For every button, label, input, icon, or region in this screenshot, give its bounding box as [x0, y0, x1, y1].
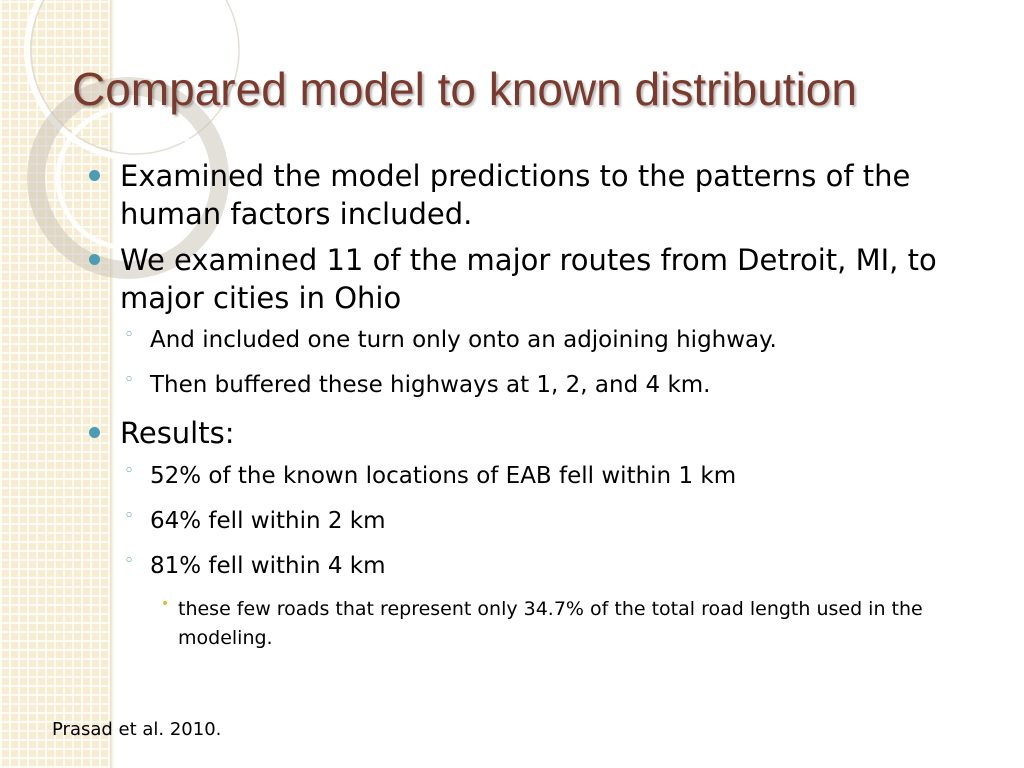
- slide-title: Compared model to known distribution: [72, 63, 857, 115]
- small-dot-bullet-icon: •: [161, 596, 170, 613]
- sub-bullet-item: [88, 550, 968, 582]
- bullet-dot-icon: [89, 254, 100, 265]
- hollow-circle-bullet-icon: ◦: [124, 370, 135, 391]
- bullet-item: [88, 241, 968, 318]
- hollow-circle-bullet-icon: ◦: [124, 551, 135, 572]
- bullet-item: [88, 414, 968, 452]
- hollow-circle-bullet-icon: ◦: [124, 505, 135, 526]
- hollow-circle-bullet-icon: ◦: [124, 460, 135, 481]
- hollow-circle-bullet-icon: ◦: [124, 325, 135, 346]
- sub-bullet-text: 64% fell within 2 km: [150, 507, 386, 534]
- sub-bullet-item: [88, 369, 968, 401]
- bullet-dot-icon: [89, 427, 100, 438]
- sub-bullet-item: [88, 460, 968, 492]
- bullet-item: [88, 157, 968, 234]
- bullet-text: Results:: [120, 416, 235, 451]
- sub-sub-bullet-item: [88, 595, 968, 652]
- sub-bullet-item: [88, 505, 968, 537]
- sub-bullet-text: 81% fell within 4 km: [150, 553, 386, 580]
- bullet-text: Examined the model predictions to the patterns of the human factors included.: [120, 159, 911, 232]
- citation-footnote: Prasad et al. 2010.: [52, 719, 222, 740]
- bullet-dot-icon: [89, 170, 100, 181]
- bullet-list: [88, 157, 968, 652]
- sub-bullet-text: 52% of the known locations of EAB fell within 1 km: [150, 462, 737, 489]
- bullet-text: We examined 11 of the major routes from Detroit, MI, to major cities in Ohio: [120, 242, 937, 315]
- sub-sub-bullet-text: these few roads that represent only 34.7% of the total road length used in the modeling.: [178, 598, 923, 649]
- sub-bullet-text: And included one turn only onto an adjoining highway.: [150, 327, 777, 354]
- sub-bullet-text: Then buffered these highways at 1, 2, and 4 km.: [150, 372, 711, 399]
- sub-bullet-item: [88, 324, 968, 356]
